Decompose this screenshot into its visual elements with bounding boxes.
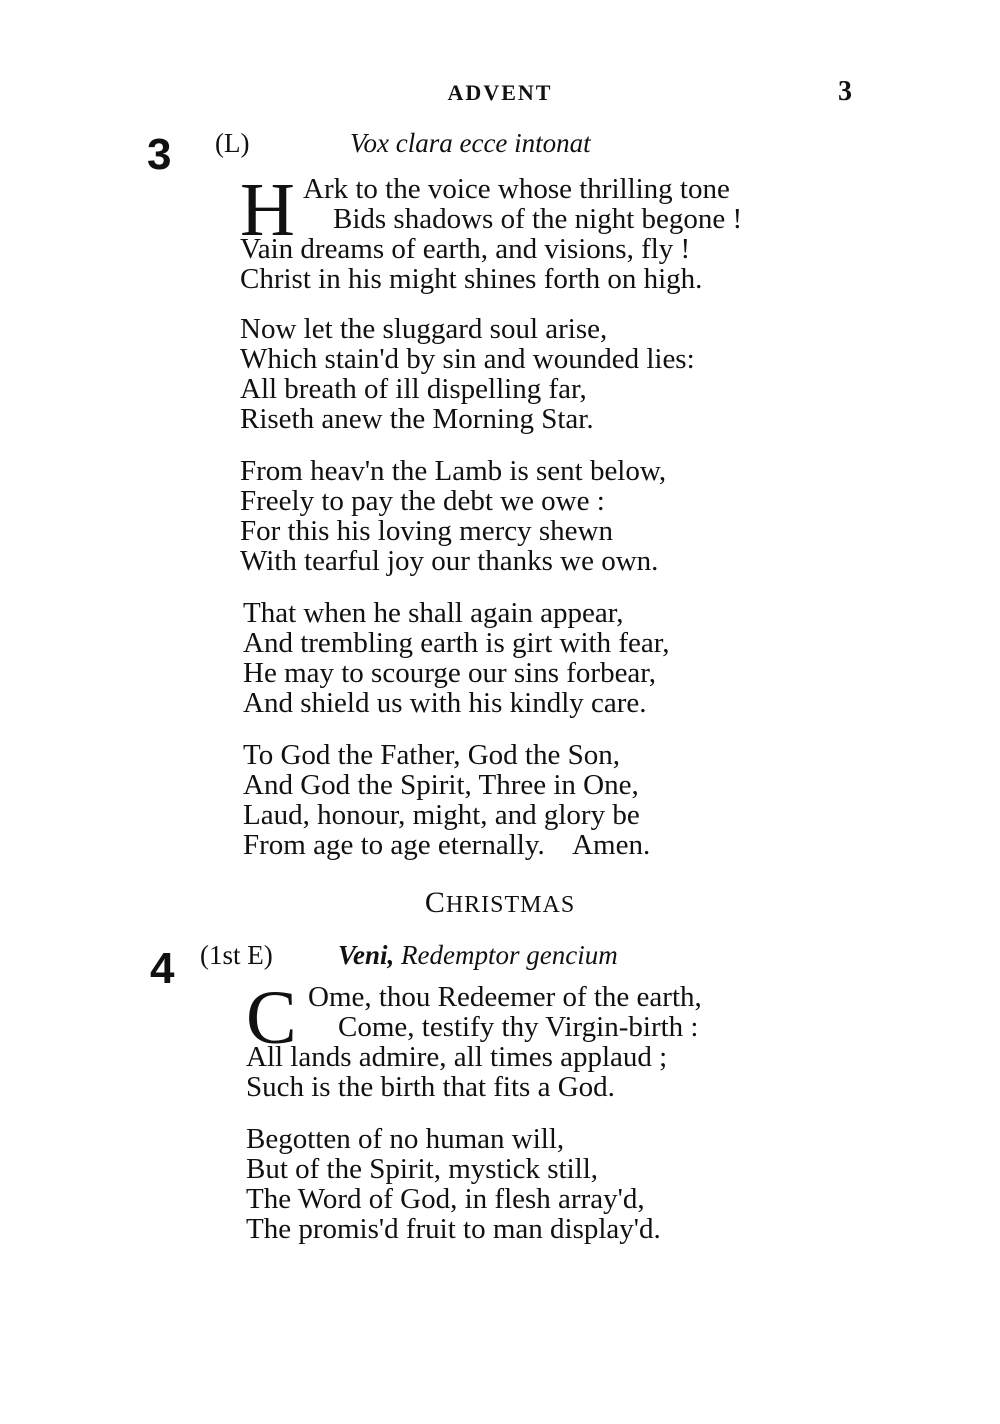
latin-title-part1: Veni, (338, 940, 395, 970)
verse-line: To God the Father, God the Son, (243, 739, 620, 771)
tune-label: (1st E) (200, 940, 273, 970)
section-title-initial: C (424, 886, 446, 919)
verse-line: Which stain'd by sin and wounded lies: (240, 343, 695, 375)
verse-line: From age to age eternally. Amen. (243, 829, 651, 861)
verse-line: But of the Spirit, mystick still, (246, 1153, 599, 1185)
verse-line: And shield us with his kindly care. (243, 687, 647, 719)
verse-line: Christ in his might shines forth on high. (240, 263, 703, 295)
verse-line: He may to scourge our sins forbear, (243, 657, 657, 689)
verse-line: The Word of God, in flesh array'd, (246, 1183, 645, 1215)
verse-line: Vain dreams of earth, and visions, fly ! (240, 233, 691, 265)
section-title (0, 886, 1000, 920)
verse-line: Come, testify thy Virgin-birth : (338, 1011, 699, 1043)
verse-line: Laud, honour, might, and glory be (243, 799, 640, 831)
verse-line: All lands admire, all times applaud ; (246, 1041, 668, 1073)
verse-line: Now let the sluggard soul arise, (240, 313, 608, 345)
verse-line: Bids shadows of the night begone ! (333, 203, 743, 235)
drop-cap: C (246, 976, 297, 1060)
verse-line: With tearful joy our thanks we own. (240, 545, 659, 577)
verse-line: Riseth anew the Morning Star. (240, 403, 594, 435)
verse-line: Freely to pay the debt we owe : (240, 485, 605, 517)
latin-title-part2: Redemptor gencium (401, 940, 618, 970)
verse-line: For this his loving mercy shewn (240, 515, 613, 547)
verse-line: Such is the birth that fits a God. (246, 1071, 615, 1103)
verse-line: Ome, thou Redeemer of the earth, (308, 981, 702, 1013)
latin-title: Vox clara ecce intonat (350, 128, 591, 158)
verse-line: The promis'd fruit to man display'd. (246, 1213, 661, 1245)
page-number: 3 (838, 76, 852, 107)
verse-line: All breath of ill dispelling far, (240, 373, 587, 405)
section-title-rest: HRISTMAS (445, 892, 576, 918)
verse-line: Ark to the voice whose thrilling tone (303, 173, 730, 205)
running-head: ADVENT (447, 80, 553, 105)
hymn-number: 4 (150, 944, 175, 993)
drop-cap: H (240, 168, 295, 252)
verse-line: From heav'n the Lamb is sent below, (240, 455, 667, 487)
hymn-number: 3 (147, 130, 172, 179)
verse-line: And God the Spirit, Three in One, (243, 769, 639, 801)
latin-title (338, 940, 618, 971)
tune-label: (L) (215, 128, 250, 158)
verse-line: That when he shall again appear, (243, 597, 624, 629)
verse-line: And trembling earth is girt with fear, (243, 627, 670, 659)
verse-line: Begotten of no human will, (246, 1123, 565, 1155)
